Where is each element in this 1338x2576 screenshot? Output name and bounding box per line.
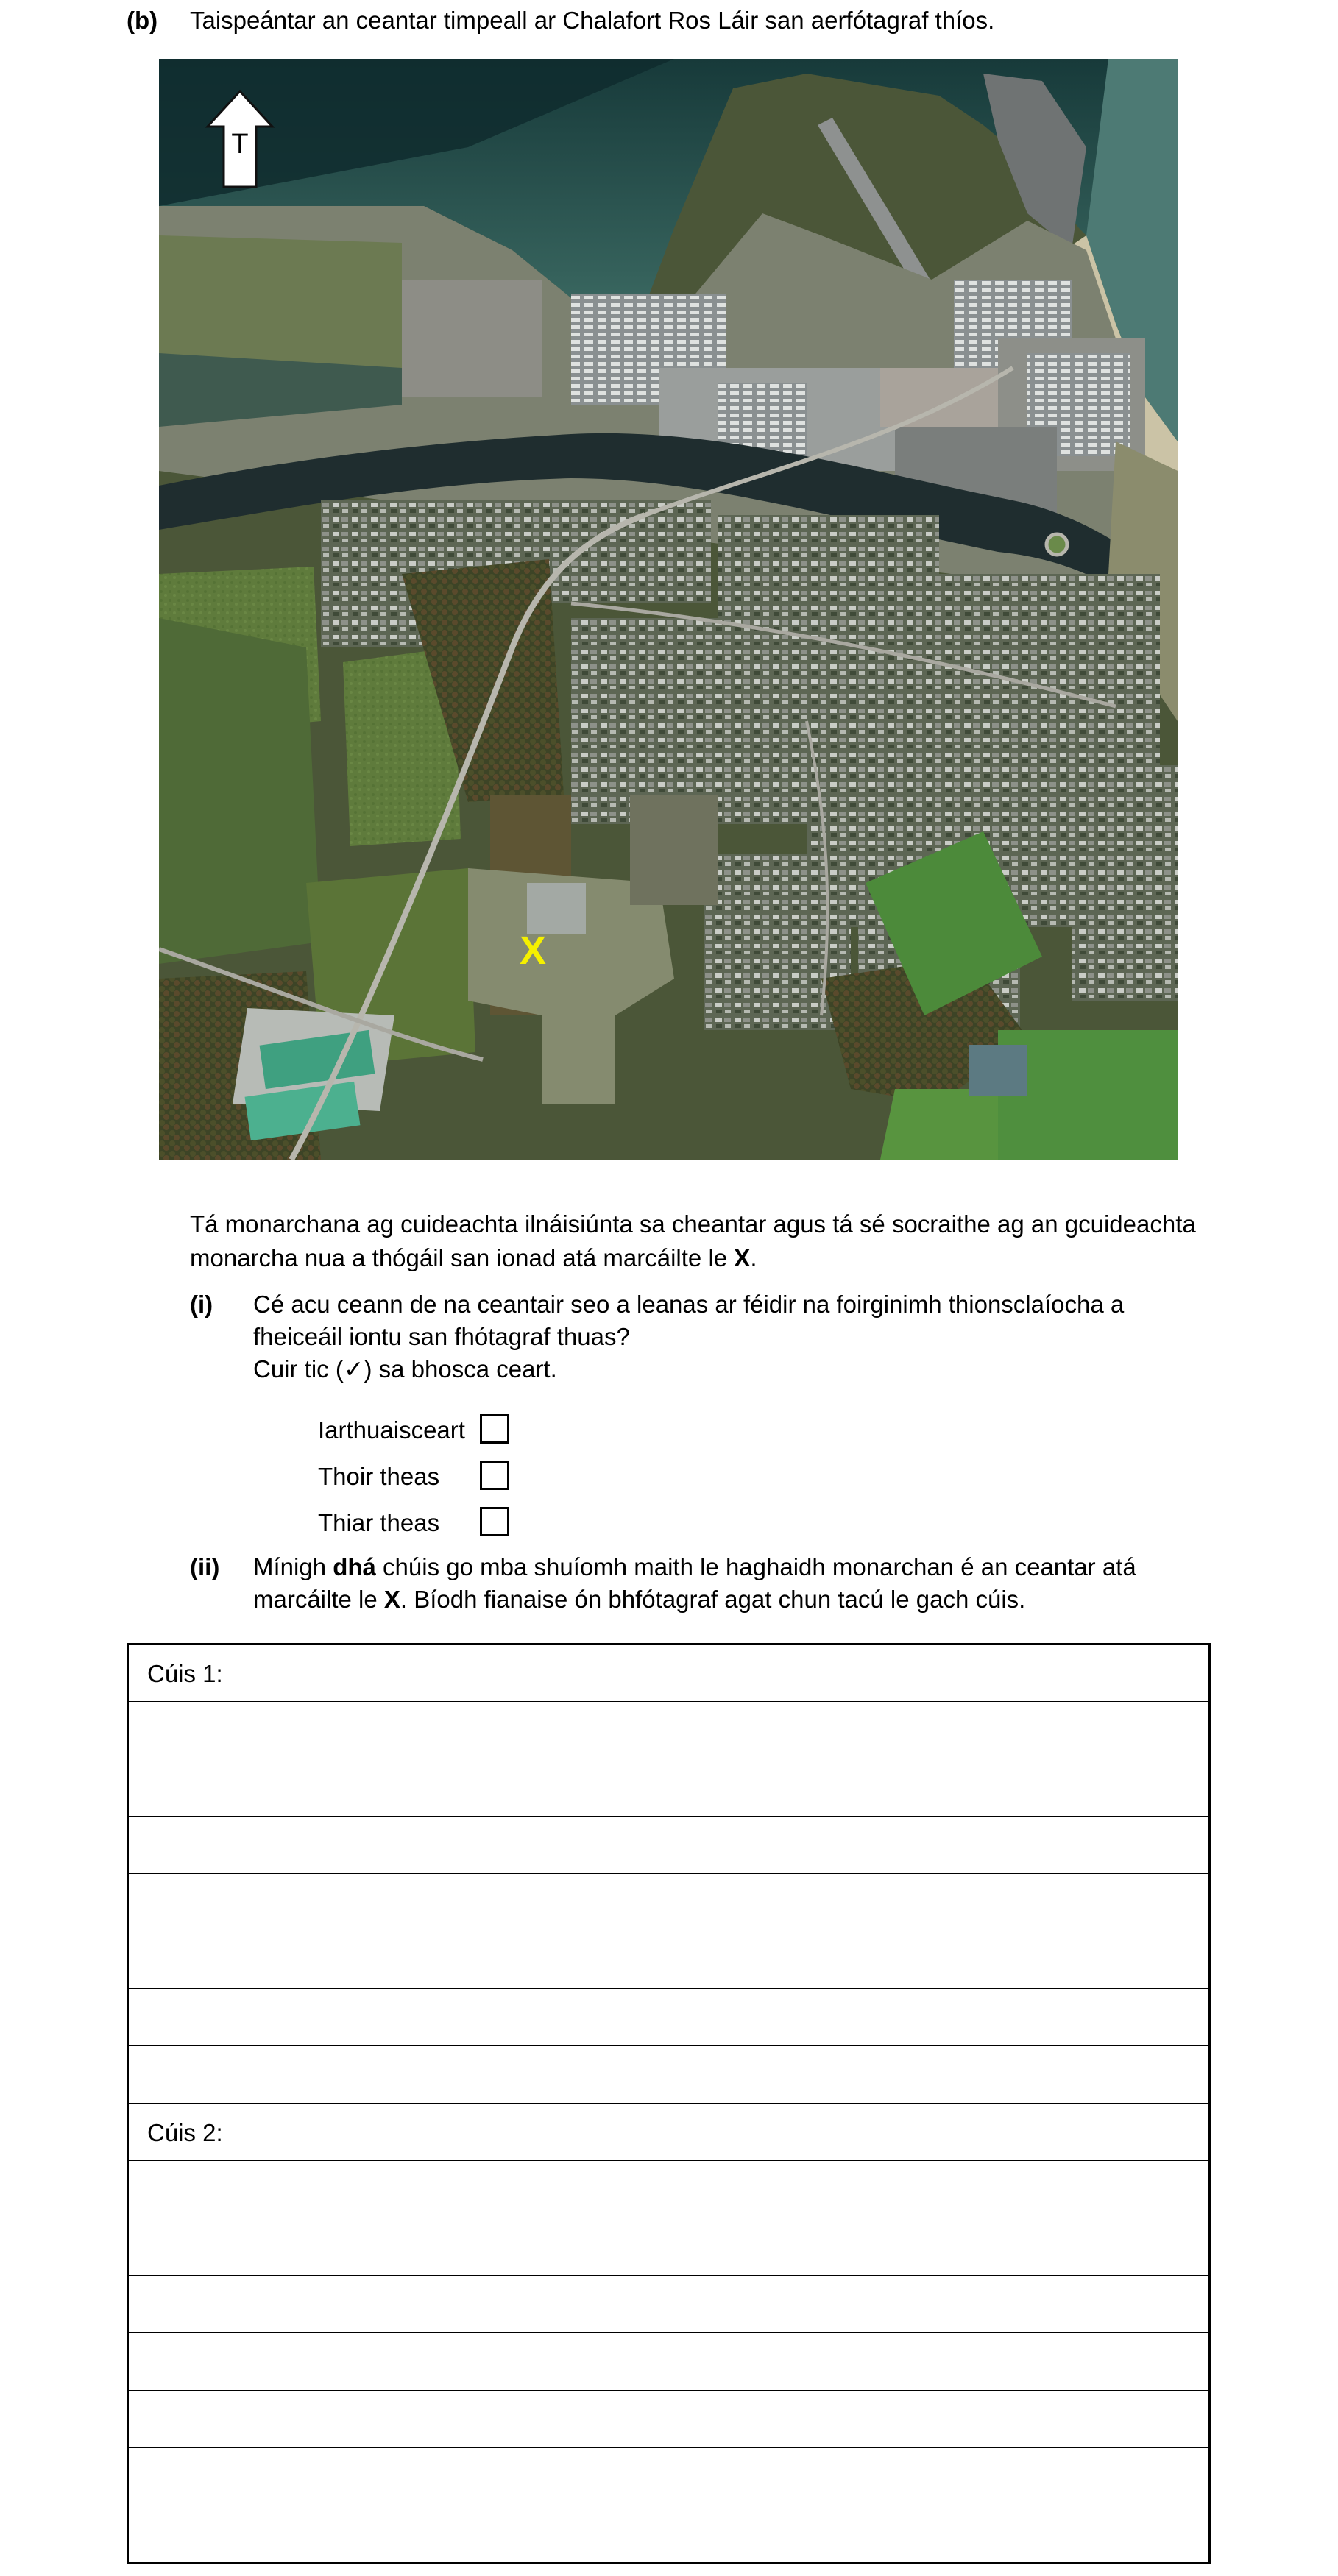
question-intro: Taispeántar an ceantar timpeall ar Chalafort Ros Láir san aerfótagraf thíos. <box>190 7 995 34</box>
site-marker-x: X <box>520 929 547 973</box>
part-i-line-2: fheiceáil iontu san fhótagraf thuas? <box>253 1323 630 1350</box>
option-southeast-checkbox[interactable] <box>480 1461 509 1490</box>
answer-line[interactable] <box>129 2390 1208 2391</box>
part-i-line-1: Cé acu ceann de na ceantair seo a leanas ar féidir na foirginimh thionsclaíocha a <box>253 1291 1125 1318</box>
answer-box <box>127 1643 1211 2564</box>
answer-line[interactable] <box>129 2275 1208 2276</box>
north-label: T <box>231 129 249 160</box>
answer-line[interactable] <box>129 2160 1208 2161</box>
reason-1-label: Cúis 1: <box>147 1660 223 1687</box>
reason-2-label: Cúis 2: <box>147 2119 223 2146</box>
answer-line[interactable] <box>129 1873 1208 1874</box>
part-i-label: (i) <box>190 1291 213 1318</box>
part-ii-line-2: marcáilte le X. Bíodh fianaise ón bhfótagraf agat chun tacú le gach cúis. <box>253 1586 1026 1613</box>
answer-line[interactable] <box>129 1701 1208 1702</box>
answer-line[interactable] <box>129 2332 1208 2333</box>
aerial-photograph <box>159 59 1178 1160</box>
part-ii-line-1: Mínigh dhá chúis go mba shuíomh maith le haghaidh monarchan é an ceantar atá <box>253 1553 1136 1580</box>
answer-line[interactable] <box>129 2045 1208 2046</box>
option-northwest-checkbox[interactable] <box>480 1414 509 1444</box>
part-label: (b) <box>127 7 158 34</box>
answer-line[interactable] <box>129 1816 1208 1817</box>
answer-line[interactable] <box>129 1988 1208 1989</box>
option-northwest-label: Iarthuaisceart <box>318 1416 465 1444</box>
answer-line[interactable] <box>129 2447 1208 2448</box>
part-ii-label: (ii) <box>190 1553 220 1580</box>
context-line-1: Tá monarchana ag cuideachta ilnáisiúnta sa cheantar agus tá sé socraithe ag an gcuideachta <box>190 1210 1196 1238</box>
context-line-2: monarcha nua a thógáil san ionad atá marcáilte le X. <box>190 1244 757 1271</box>
answer-line[interactable] <box>129 2103 1208 2104</box>
option-southeast-label: Thoir theas <box>318 1463 440 1490</box>
part-i-line-3: Cuir tic (✓) sa bhosca ceart. <box>253 1355 557 1383</box>
option-southwest-label: Thiar theas <box>318 1509 440 1536</box>
option-southwest-checkbox[interactable] <box>480 1507 509 1536</box>
